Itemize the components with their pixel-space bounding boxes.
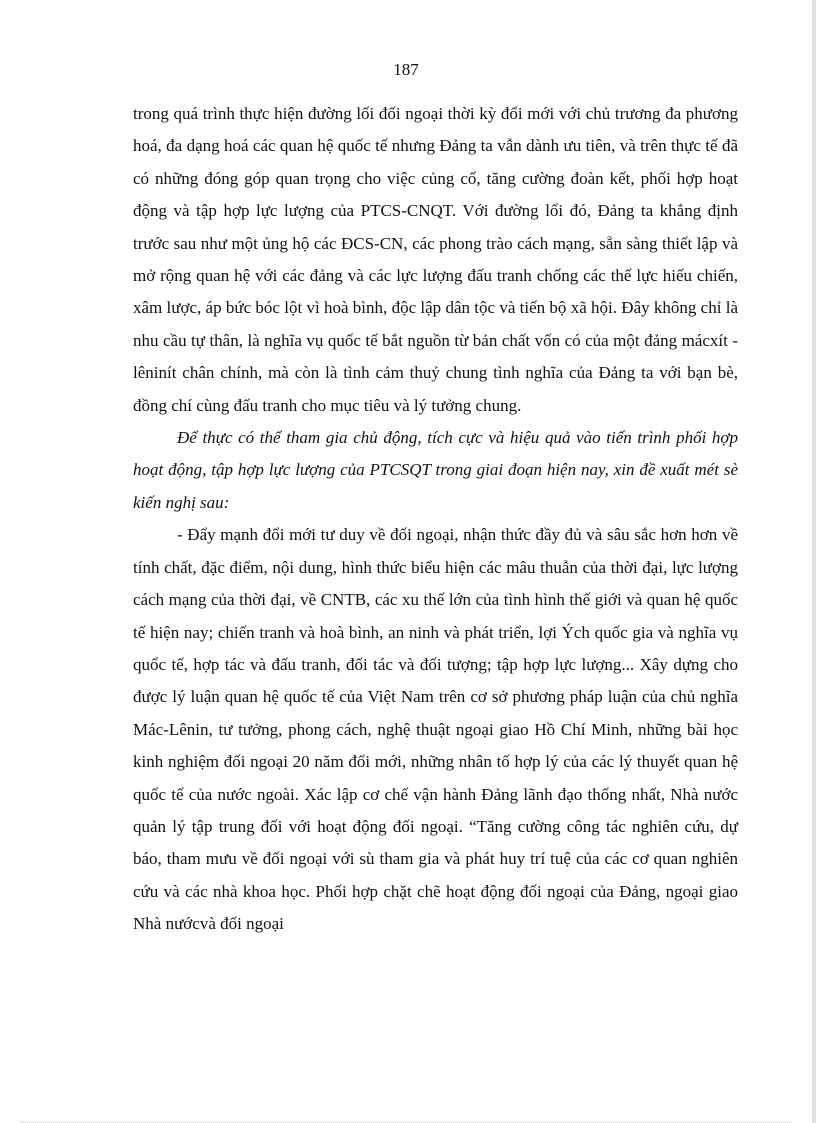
paragraph-recommendation-1: - Đẩy mạnh đổi mới tư duy về đối ngoại, nhận thức đầy đủ và sâu sắc hơn hơn về tính chất, đặc điểm, nội dung, hình thức biểu hiện các mâu thuẫn của thời đại, lực lượng cách mạng của thời đại, về CNTB, các xu thế lớn của tình hình thế giới và quan hệ quốc tế hiện nay; chiến tranh và hoà bình, an ninh và phát triển, lợi Ých quốc gia và nghĩa vụ quốc tế, hợp tác và đấu tranh, đối tác và đối tượng; tập hợp lực lượng... Xây dựng cho được lý luận quan hệ quốc tế của Việt Nam trên cơ sở phương pháp luận của chủ nghĩa Mác-Lênin, tư tưởng, phong cách, nghệ thuật ngoại giao Hồ Chí Minh, những bài học kinh nghiệm đối ngoại 20 năm đổi mới, những nhân tố hợp lý của các lý thuyết quan hệ quốc tế của nước ngoài. Xác lập cơ chế vận hành Đảng lãnh đạo thống nhất, Nhà nước quản lý tập trung đối với hoạt động đối ngoại. “Tăng cường công tác nghiên cứu, dự báo, tham mưu về đối ngoại với sù tham gia và phát huy trí tuệ của các cơ quan nghiên cứu và các nhà khoa học. Phối hợp chặt chẽ hoạt động đối ngoại của Đảng, ngoại giao Nhà nướcvà đối ngoại bbox=[133, 525, 738, 934]
body-text bbox=[133, 98, 738, 941]
paragraph-proposal-intro: Để thực có thể tham gia chủ động, tích cực và hiệu quả vào tiến trình phối hợp hoạt động, tập hợp lực lượng của PTCSQT trong giai đoạn hiện nay, xin đề xuất mét sè kiến nghị sau: bbox=[133, 428, 738, 512]
paragraph-continuation: trong quá trình thực hiện đường lối đối ngoại thời kỳ đổi mới với chủ trương đa phương hoá, đa dạng hoá các quan hệ quốc tế nhưng Đảng ta vẫn dành ưu tiên, và trên thực tế đã có những đóng góp quan trọng cho việc củng cố, tăng cường đoàn kết, phối hợp hoạt động và tập hợp lực lượng của PTCS-CNQT. Với đường lối đó, Đảng ta khẳng định trước sau như một ủng hộ các ĐCS-CN, các phong trào cách mạng, sẵn sàng thiết lập và mở rộng quan hệ với các đảng và các lực lượng đấu tranh chống các thế lực hiếu chiến, xâm lược, áp bức bóc lột vì hoà bình, độc lập dân tộc và tiến bộ xã hội. Đây không chỉ là nhu cầu tự thân, là nghĩa vụ quốc tế bắt nguồn từ bản chất vốn có của một đảng mácxít - lêninít chân chính, mà còn là tình cảm thuỷ chung tình nghĩa của Đảng ta với bạn bè, đồng chí cùng đấu tranh cho mục tiêu và lý tưởng chung. bbox=[133, 104, 738, 415]
page-number: 187 bbox=[393, 60, 419, 79]
